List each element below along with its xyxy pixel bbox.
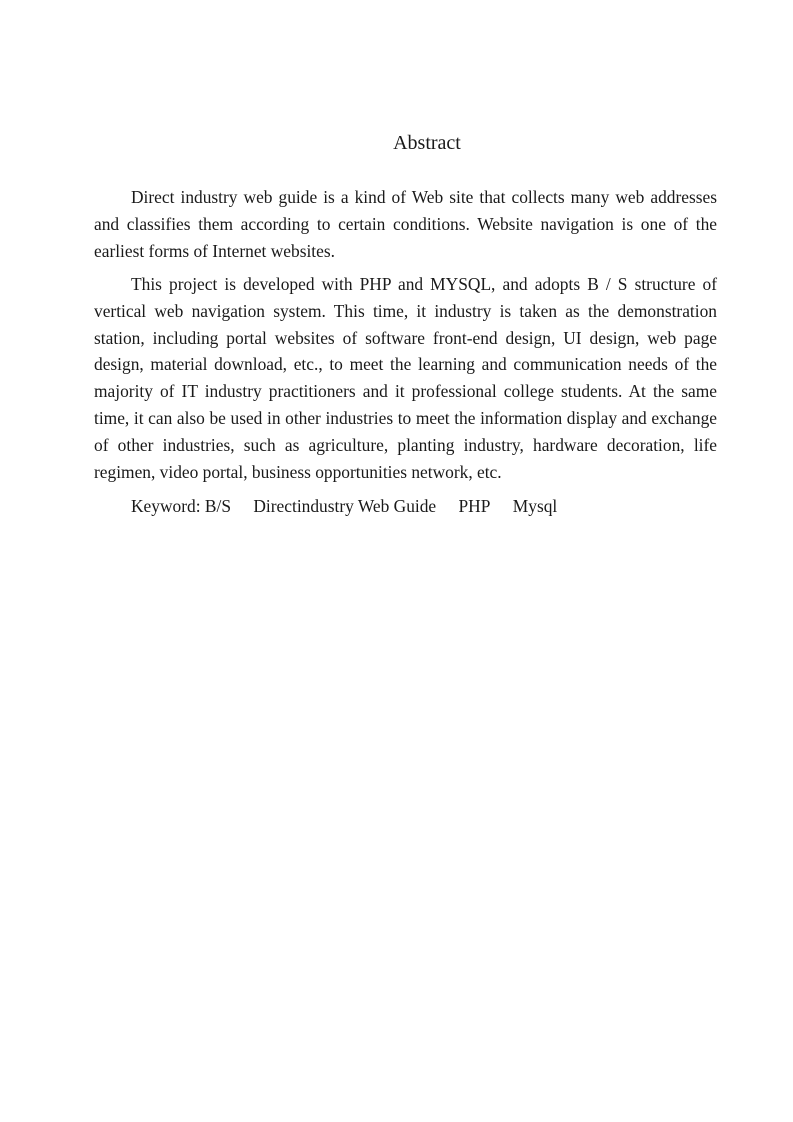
keywords-line (131, 493, 557, 520)
keyword-item: Mysql (512, 496, 558, 516)
keyword-item: Directindustry Web Guide (253, 496, 437, 516)
keywords-label: Keyword: (131, 496, 201, 516)
keyword-item: B/S (204, 496, 232, 516)
abstract-paragraph-1: Direct industry web guide is a kind of Web site that collects many web addresses and classifies them according to certain conditions. Website navigation is one of the earliest forms of Internet websites. (94, 187, 717, 261)
abstract-title: Abstract (393, 132, 461, 154)
abstract-paragraph-2: This project is developed with PHP and MYSQL, and adopts B / S structure of vertical web navigation system. This time, it industry is taken as the demonstration station, including portal websites of software front-end design, UI design, web page design, material download, etc., to meet the learning and communication needs of the majority of IT industry practitioners and it professional college students. At the same time, it can also be used in other industries to meet the information display and exchange of other industries, such as agriculture, planting industry, hardware decoration, life regimen, video portal, business opportunities network, etc. (94, 274, 717, 482)
keyword-item: PHP (458, 496, 491, 516)
